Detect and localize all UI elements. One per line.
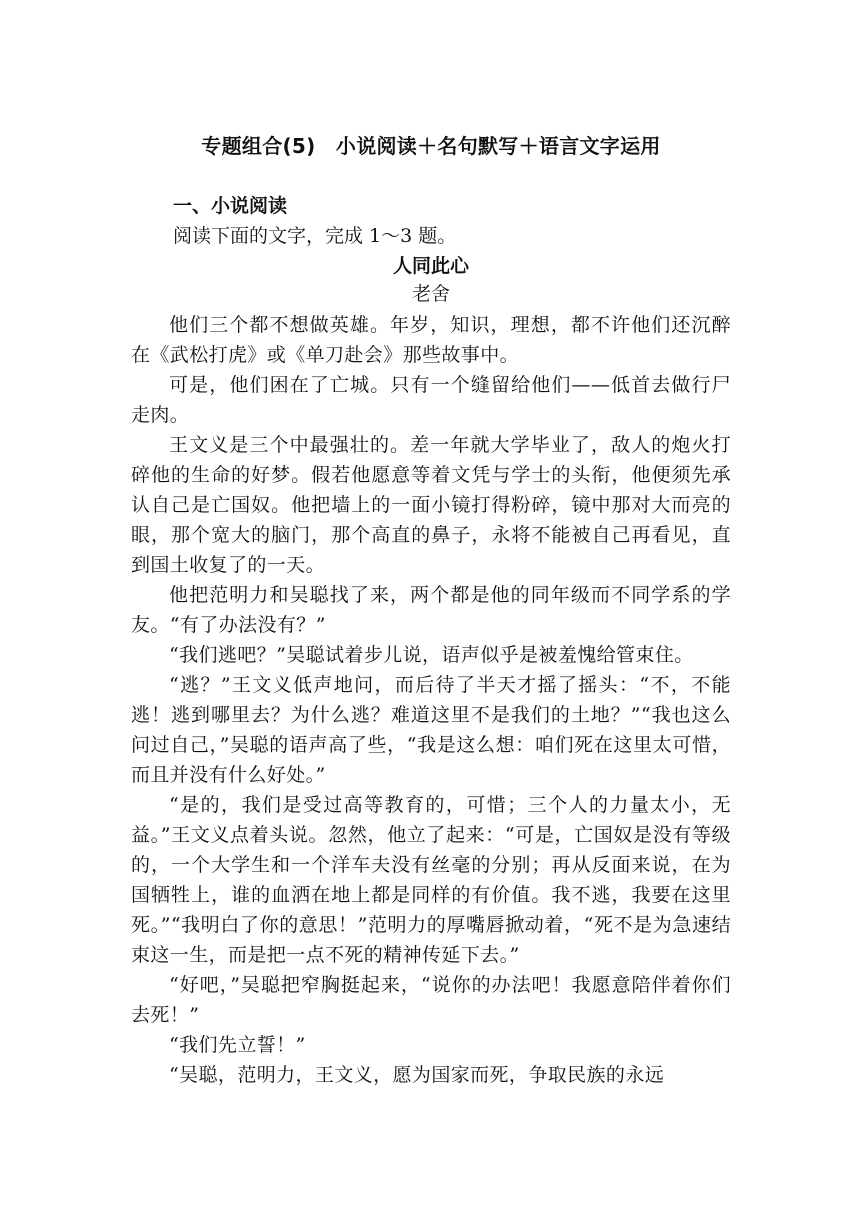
story-paragraph: “逃？”王文义低声地问，而后待了半天才摇了摇头：“不，不能逃！逃到哪里去？为什么逃？难道这里不是我们的土地？”“我也这么问过自己，”吴聪的语声高了些，“我是这么想：咱们死在这里太可惜，而且并没有什么好处。” [131,674,731,786]
document-title: 专题组合(5) 小说阅读＋名句默写＋语言文字运用 [201,134,661,158]
story-author: 老舍 [411,283,450,305]
story-title: 人同此心 [392,255,469,277]
story-body [131,310,731,1090]
story-paragraph: 他把范明力和吴聪找了来，两个都是他的同年级而不同学系的学友。“有了办法没有？” [131,584,731,636]
story-paragraph: “我们逃吧？”吴聪试着步儿说，语声似乎是被羞愧给管束住。 [169,644,694,666]
story-paragraph: “是的，我们是受过高等教育的，可惜；三个人的力量太小，无益。”王文义点着头说。忽然，他立了起来：“可是，亡国奴是没有等级的，一个大学生和一个洋车夫没有丝毫的分别；再从反面来说，在为国牺牲上，谁的血洒在地上都是同样的有价值。我不逃，我要在这里死。”“我明白了你的意思！”范明力的厚嘴唇掀动着，“死不是为急速结束这一生，而是把一点不死的精神传延下去。” [131,794,731,966]
reading-instruction: 阅读下面的文字，完成 1～3 题。 [173,225,457,247]
story-paragraph: 王文义是三个中最强壮的。差一年就大学毕业了，敌人的炮火打碎他的生命的好梦。假若他愿意等着文凭与学士的头衔，他便须先承认自己是亡国奴。他把墙上的一面小镜打得粉碎，镜中那对大而亮的眼，那个宽大的脑门，那个高直的鼻子，永将不能被自己再看见，直到国土收复了的一天。 [131,434,731,576]
document-page [131,132,731,1090]
story-paragraph: “吴聪，范明力，王文义，愿为国家而死，争取民族的永远 [169,1064,665,1086]
story-paragraph: “好吧，”吴聪把窄胸挺起来，“说你的办法吧！我愿意陪伴着你们去死！” [131,974,731,1026]
section-heading: 一、小说阅读 [173,195,288,217]
story-paragraph: 他们三个都不想做英雄。年岁，知识，理想，都不许他们还沉醉在《武松打虎》或《单刀赴会》那些故事中。 [131,314,731,366]
story-paragraph: “我们先立誓！” [169,1034,306,1056]
story-paragraph: 可是，他们困在了亡城。只有一个缝留给他们——低首去做行尸走肉。 [131,374,731,426]
